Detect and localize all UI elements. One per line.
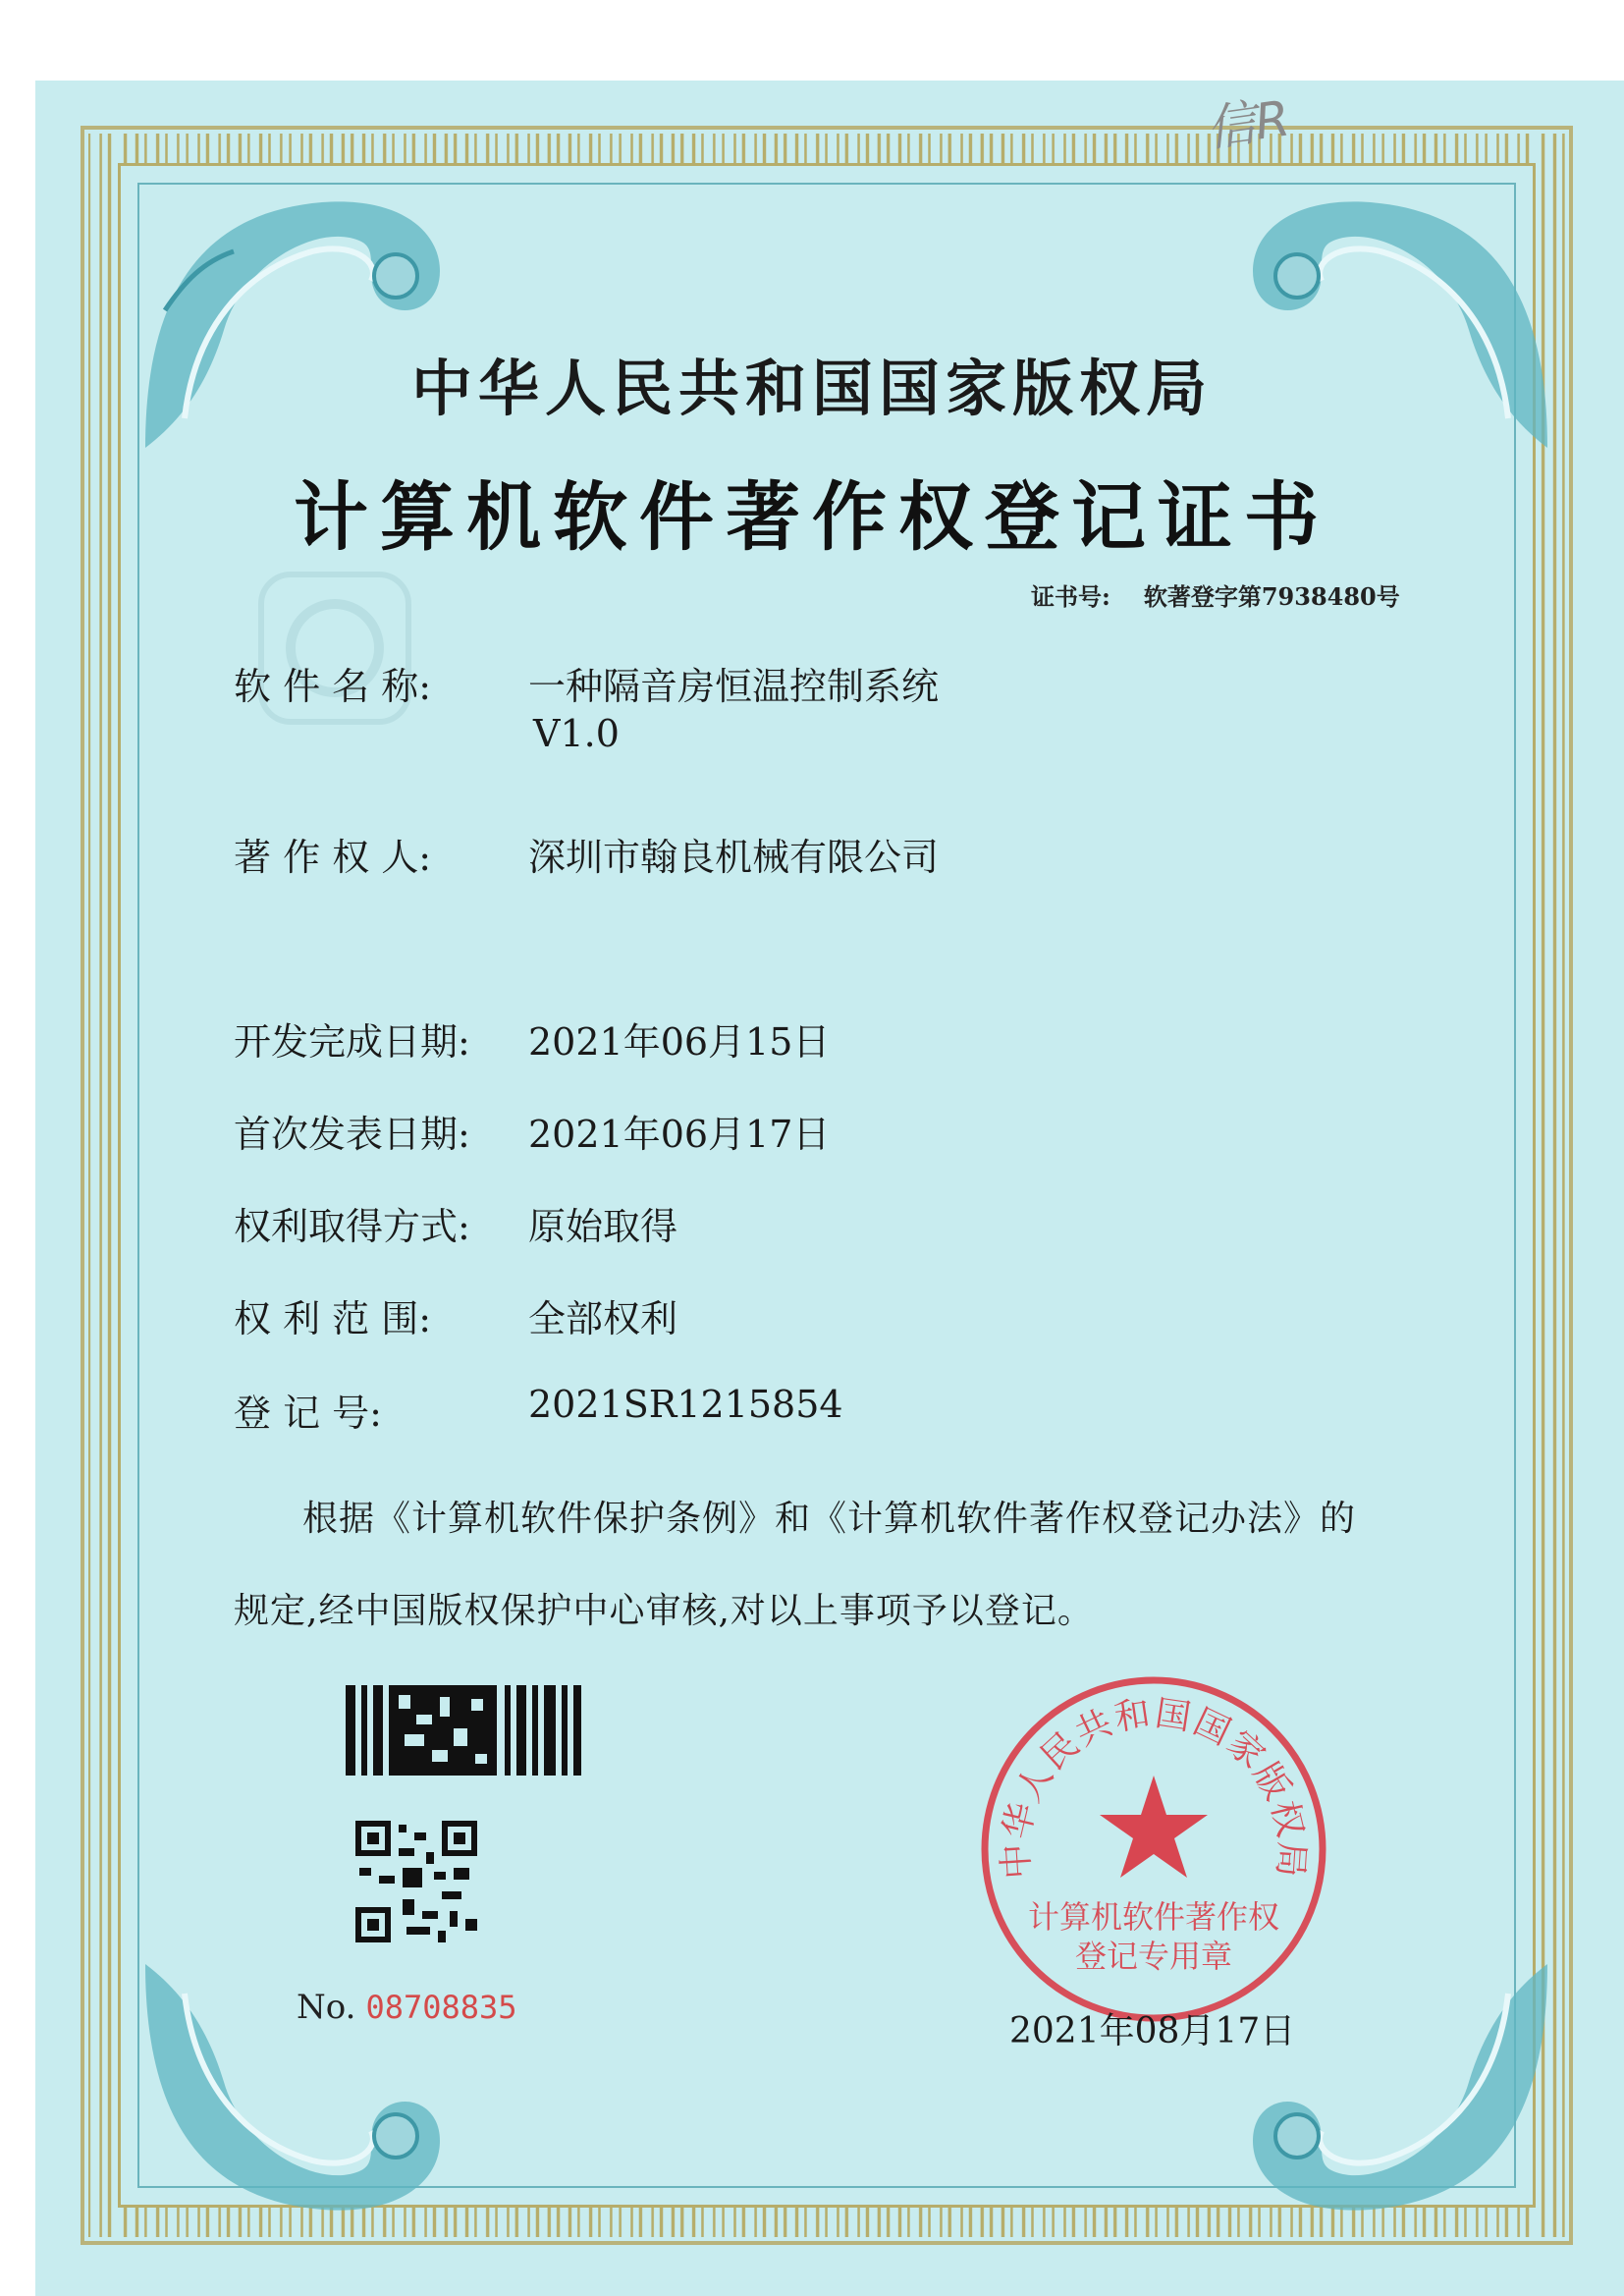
serial-number — [297, 1988, 517, 2027]
field-value-version: V1.0 — [533, 712, 620, 755]
field-software-name — [234, 656, 939, 755]
handwritten-note: 信R — [1202, 89, 1293, 158]
legal-text-line-2: 规定,经中国版权保护中心审核,对以上事项予以登记。 — [234, 1591, 1094, 1631]
serial-number-value: 08708835 — [365, 1989, 517, 2026]
field-development-date — [234, 1011, 830, 1066]
field-label: 开发完成日期: — [234, 1020, 470, 1064]
issuing-authority: 中华人民共和国国家版权局 — [410, 353, 1213, 424]
field-value: 原始取得 — [528, 1205, 678, 1248]
field-label: 权利取得方式: — [234, 1205, 470, 1248]
certificate-number-label: 证书号: — [1031, 582, 1110, 611]
field-first-publication-date — [234, 1104, 830, 1158]
seal-inner-line-1: 计算机软件著作权 — [1027, 1898, 1280, 1936]
certificate-number-value: 软著登字第7938480号 — [1143, 582, 1400, 611]
field-label: 首次发表日期: — [234, 1113, 470, 1156]
field-value: 深圳市翰良机械有限公司 — [528, 836, 940, 879]
field-rights-acquisition — [234, 1196, 677, 1250]
field-value: 全部权利 — [528, 1297, 678, 1340]
field-label: 登 记 号: — [234, 1392, 382, 1435]
seal-star-icon — [1100, 1776, 1208, 1878]
barcode — [346, 1685, 581, 1776]
certificate-title: 计算机软件著作权登记证书 — [294, 473, 1330, 561]
field-label: 著 作 权 人: — [234, 836, 432, 879]
legal-text-line-1: 根据《计算机软件保护条例》和《计算机软件著作权登记办法》的 — [302, 1499, 1357, 1539]
field-value: 2021年06月17日 — [528, 1113, 831, 1156]
certificate-number — [1031, 577, 1400, 612]
field-rights-scope — [234, 1288, 677, 1342]
field-value: 2021年06月15日 — [528, 1020, 831, 1064]
field-value: 一种隔音房恒温控制系统 — [528, 665, 940, 708]
seal-outer-text: 中华人民共和国国家版权局 — [996, 1693, 1312, 1881]
field-label: 权 利 范 围: — [234, 1297, 432, 1340]
field-value: 2021SR1215854 — [528, 1383, 843, 1426]
field-label: 软 件 名 称: — [234, 665, 432, 708]
field-registration-number — [234, 1383, 843, 1437]
seal-inner-line-2: 登记专用章 — [1074, 1938, 1233, 1975]
official-seal — [972, 1667, 1335, 2031]
serial-prefix: No. — [297, 1988, 356, 2027]
issue-date: 2021年08月17日 — [1009, 2011, 1296, 2051]
field-copyright-owner — [234, 827, 939, 881]
qr-code — [355, 1821, 477, 1942]
